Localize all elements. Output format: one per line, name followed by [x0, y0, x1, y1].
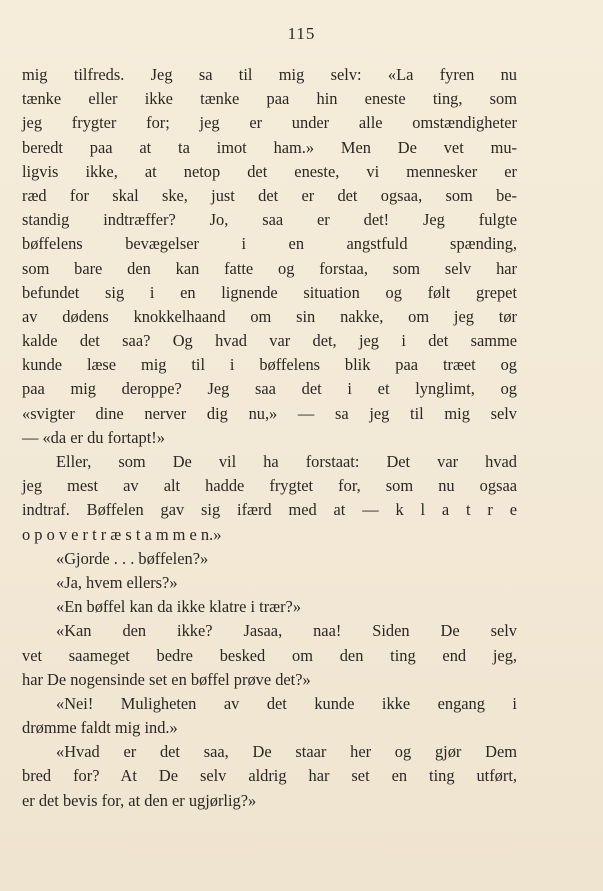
text-line: indtraf. Bøffelen gav sig ifærd med at — k l a t r e — [22, 500, 517, 520]
text-line: vet saameget bedre besked om den ting end jeg, — [22, 645, 517, 665]
text-line: tænke eller ikke tænke paa hin eneste ting, som — [22, 89, 517, 109]
text-line: «Hvad er det saa, De staar her og gjør Dem — [56, 742, 517, 762]
text-line: drømme faldt mig ind.» — [22, 718, 178, 738]
text-line: som bare den kan fatte og forstaa, som selv har — [22, 258, 517, 278]
text-line: «Kan den ikke? Jasaa, naa! Siden De selv — [56, 621, 517, 641]
text-line: «svigter dine nerver dig nu,» — sa jeg til mig selv — [22, 403, 517, 423]
page-number: 115 — [287, 24, 316, 43]
text-line: «Ja, hvem ellers?» — [56, 572, 178, 592]
text-line: mig tilfreds. Jeg sa til mig selv: «La fyren nu — [22, 65, 517, 84]
text-line: «En bøffel kan da ikke klatre i trær?» — [56, 597, 302, 617]
text-line: o p o v e r t r æ s t a m m e n.» — [22, 524, 222, 544]
text-line: ræd for skal ske, just det er det ogsaa, som be- — [22, 185, 517, 205]
text-line: bred for? At De selv aldrig har set en ting utført, — [22, 766, 517, 786]
text-line: har De nogensinde set en bøffel prøve det?» — [22, 669, 311, 689]
text-line: befundet sig i en lignende situation og følt grepet — [22, 282, 517, 302]
text-line: — «da er du fortapt!» — [22, 427, 165, 447]
text-line: bøffelens bevægelser i en angstfuld spænding, — [22, 234, 517, 254]
text-line: beredt paa at ta imot ham.» Men De vet mu- — [22, 137, 517, 157]
text-line: «Gjorde . . . bøffelen?» — [56, 548, 209, 568]
text-line: ligvis ikke, at netop det eneste, vi mennesker er — [22, 161, 517, 181]
text-line: paa mig deroppe? Jeg saa det i et lynglimt, og — [22, 379, 517, 399]
text-line: kunde læse mig til i bøffelens blik paa træet og — [22, 355, 517, 375]
text-line: er det bevis for, at den er ugjørlig?» — [22, 790, 257, 810]
text-line: Eller, som De vil ha forstaat: Det var hvad — [56, 452, 517, 471]
text-line: kalde det saa? Og hvad var det, jeg i det samme — [22, 331, 517, 351]
text-line: jeg frygter for; jeg er under alle omstændigheter — [22, 113, 517, 133]
text-line: av dødens knokkelhaand om sin nakke, om jeg tør — [22, 306, 517, 326]
text-line: jeg mest av alt hadde frygtet for, som nu ogsaa — [22, 476, 517, 496]
text-line: standig indtræffer? Jo, saa er det! Jeg fulgte — [22, 210, 517, 230]
text-line: «Nei! Muligheten av det kunde ikke engang i — [56, 693, 517, 713]
body-text — [22, 63, 517, 813]
